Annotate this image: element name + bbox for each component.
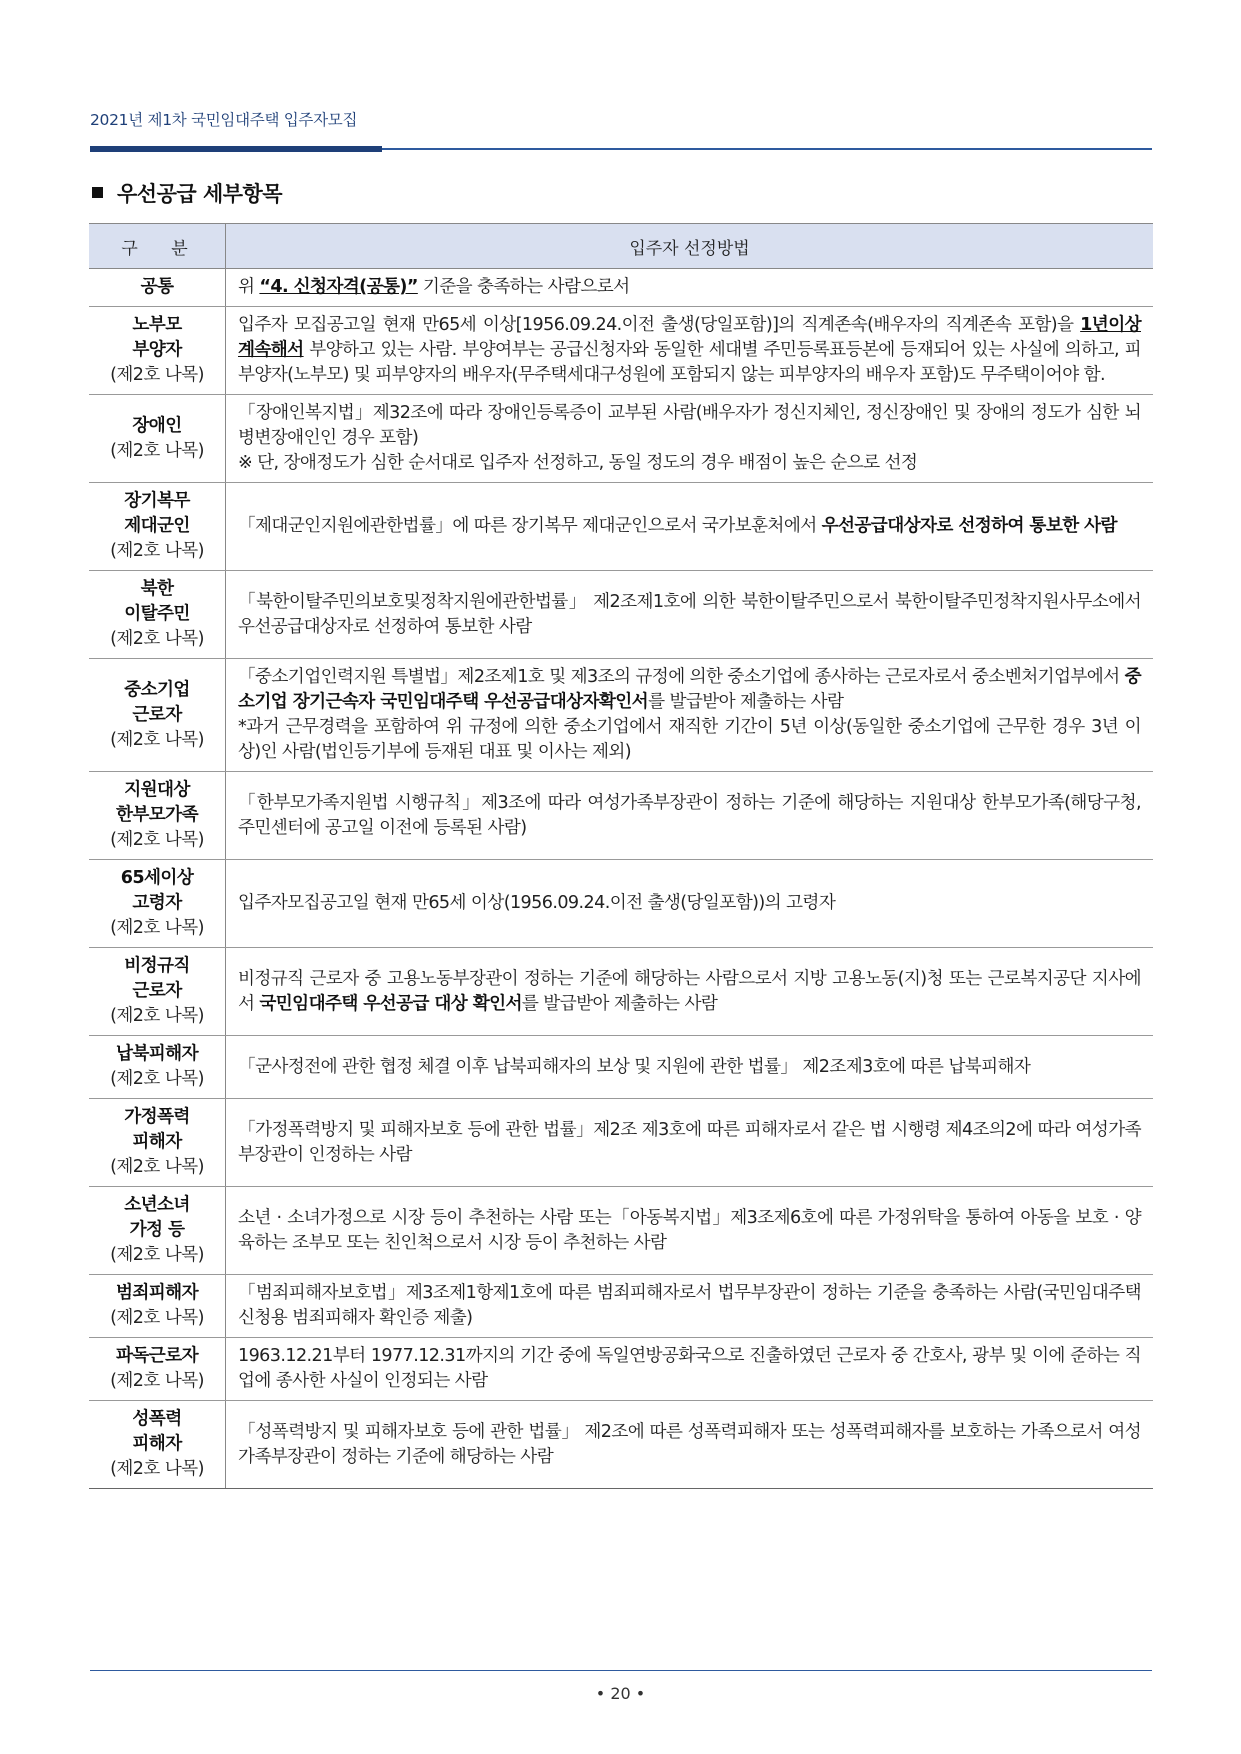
- row-category: [89, 483, 226, 571]
- row-selection-method: [226, 269, 1154, 307]
- method-text: 소년 · 소녀가정으로 시장 등이 추천하는 사람 또는「아동복지법」제3조제6호에 따른 가정위탁을 통하여 아동을 보호 · 양육하는 조부모 또는 친인척으로서 시장 등이 추천하는 사람: [238, 1207, 1141, 1253]
- category-subclause: (제2호 나목): [110, 440, 204, 461]
- row-category: [89, 1275, 226, 1338]
- category-name: 성폭력: [132, 1409, 182, 1429]
- method-paragraph: [238, 1055, 1141, 1080]
- method-paragraph: [238, 967, 1141, 1017]
- underlined-emphasis-text: “4. 신청자격(공통)”: [259, 277, 418, 297]
- method-text: 「북한이탈주민의보호및정착지원에관한법률」 제2조제1호에 의한 북한이탈주민으로서 북한이탈주민정착지원사무소에서 우선공급대상자로 선정하여 통보한 사람: [238, 591, 1141, 637]
- table-row: [89, 659, 1153, 772]
- category-name: 범죄피해자: [116, 1283, 198, 1303]
- category-name: 공통: [140, 277, 174, 297]
- table-row: [89, 307, 1153, 395]
- method-text: 를 발급받아 제출하는 사람: [648, 692, 844, 712]
- category-name: 65세이상: [120, 868, 194, 888]
- method-paragraph: [238, 401, 1141, 451]
- row-selection-method: [226, 860, 1154, 948]
- method-text: 1963.12.21부터 1977.12.31까지의 기간 중에 독일연방공화국으로 진출하였던 근로자 중 간호사, 광부 및 이에 준하는 직업에 종사한 사실이 인정되는 사람: [238, 1346, 1141, 1391]
- method-text: 입주자모집공고일 현재 만65세 이상(1956.09.24.이전 출생(당일포함))의 고령자: [238, 893, 836, 913]
- square-bullet-icon: [92, 187, 103, 198]
- category-subclause: (제2호 나목): [110, 1459, 204, 1479]
- method-text: 위: [238, 277, 260, 297]
- row-category: [89, 395, 226, 483]
- category-name: 피해자: [132, 1434, 182, 1454]
- category-subclause: (제2호 나목): [110, 918, 204, 938]
- row-category: [89, 571, 226, 659]
- category-name: 소년소녀: [124, 1195, 190, 1215]
- table-row: [89, 1275, 1153, 1338]
- row-category: [89, 659, 226, 772]
- method-paragraph: [238, 313, 1141, 388]
- table-row: [89, 948, 1153, 1036]
- row-selection-method: [226, 307, 1154, 395]
- table-row: [89, 571, 1153, 659]
- method-paragraph: [238, 590, 1141, 640]
- column-header-method: 입주자 선정방법: [226, 224, 1154, 269]
- table-row: [89, 1401, 1153, 1489]
- category-name: 근로자: [132, 981, 182, 1001]
- category-name: 제대군인: [124, 516, 190, 536]
- table-header-row: [89, 224, 1153, 269]
- method-text: 「성폭력방지 및 피해자보호 등에 관한 법률」 제2조에 따른 성폭력피해자 또는 성폭력피해자를 보호하는 가족으로서 여성가족부장관이 정하는 기준에 해당하는 사람: [238, 1421, 1141, 1467]
- category-subclause: (제2호 나목): [110, 1006, 204, 1026]
- table-row: [89, 1099, 1153, 1187]
- category-subclause: (제2호 나목): [110, 1069, 204, 1089]
- category-name: 장기복무: [124, 491, 190, 511]
- method-paragraph: [238, 1206, 1141, 1256]
- row-category: [89, 772, 226, 860]
- section-title: 우선공급 세부항목: [117, 182, 283, 206]
- category-subclause: (제2호 나목): [110, 1308, 204, 1328]
- method-paragraph: [238, 715, 1141, 765]
- row-category: [89, 1036, 226, 1099]
- row-selection-method: [226, 1187, 1154, 1275]
- emphasis-text: 우선공급대상자로 선정하여 통보한 사람: [821, 516, 1117, 536]
- row-selection-method: [226, 1275, 1154, 1338]
- method-text: 「군사정전에 관한 협정 체결 이후 납북피해자의 보상 및 지원에 관한 법률」 제2조제3호에 따른 납북피해자: [238, 1056, 1031, 1077]
- method-text: *과거 근무경력을 포함하여 위 규정에 의한 중소기업에서 재직한 기간이 5년 이상(동일한 중소기업에 근무한 경우 3년 이상)인 사람(법인등기부에 등재된 대표 및 이사는 제외): [238, 717, 1141, 762]
- category-subclause: (제2호 나목): [110, 365, 204, 385]
- row-selection-method: [226, 1338, 1154, 1401]
- row-category: [89, 1338, 226, 1401]
- method-text: 기준을 충족하는 사람으로서: [417, 277, 630, 297]
- table-row: [89, 395, 1153, 483]
- method-text: 「제대군인지원에관한법률」에 따른 장기복무 제대군인으로서 국가보훈처에서: [238, 516, 822, 536]
- row-selection-method: [226, 772, 1154, 860]
- table-row: [89, 1187, 1153, 1275]
- row-category: [89, 860, 226, 948]
- section-heading: [92, 178, 282, 208]
- document-header-title: 2021년 제1차 국민임대주택 입주자모집: [90, 111, 358, 129]
- method-paragraph: [238, 514, 1141, 539]
- table-row: [89, 269, 1153, 307]
- emphasis-text: 중소기업 장기근속자 국민임대주택 우선공급대상자확인서: [238, 667, 1141, 712]
- method-text: 「한부모가족지원법 시행규칙」제3조에 따라 여성가족부장관이 정하는 기준에 해당하는 지원대상 한부모가족(해당구청, 주민센터에 공고일 이전에 등록된 사람): [238, 792, 1141, 838]
- emphasis-text: 국민임대주택 우선공급 대상 확인서: [259, 993, 522, 1014]
- table-row: [89, 860, 1153, 948]
- category-name: 중소기업: [124, 679, 190, 700]
- footer-rule: [90, 1670, 1152, 1671]
- method-paragraph: [238, 275, 1141, 300]
- table-row: [89, 1036, 1153, 1099]
- category-subclause: (제2호 나목): [110, 541, 204, 561]
- category-name: 지원대상: [124, 780, 190, 800]
- row-category: [89, 269, 226, 307]
- category-name: 파독근로자: [116, 1346, 198, 1366]
- category-name: 가정 등: [129, 1220, 185, 1240]
- row-selection-method: [226, 659, 1154, 772]
- method-paragraph: [238, 891, 1141, 916]
- page-number: • 20 •: [595, 1684, 646, 1703]
- method-text: ※ 단, 장애정도가 심한 순서대로 입주자 선정하고, 동일 정도의 경우 배점이 높은 순으로 선정: [238, 453, 918, 473]
- table-row: [89, 772, 1153, 860]
- column-header-category: 구 분: [89, 224, 226, 269]
- row-category: [89, 1187, 226, 1275]
- row-category: [89, 1099, 226, 1187]
- header-rule-accent: [90, 146, 382, 152]
- row-category: [89, 948, 226, 1036]
- category-name: 근로자: [132, 704, 182, 725]
- method-text: 입주자 모집공고일 현재 만65세 이상[1956.09.24.이전 출생(당일포함)]의 직계존속(배우자의 직계존속 포함)을: [238, 315, 1081, 335]
- method-paragraph: [238, 1118, 1141, 1168]
- category-subclause: (제2호 나목): [110, 830, 204, 850]
- category-name: 북한: [140, 579, 174, 599]
- method-paragraph: [238, 1344, 1141, 1394]
- method-text: 비정규직 근로자 중 고용노동부장관이 정하는 기준에 해당하는 사람으로서 지방 고용노동(지)청 또는 근로복지공단 지사에서: [238, 968, 1141, 1014]
- category-subclause: (제2호 나목): [110, 1245, 204, 1265]
- category-name: 부양자: [132, 340, 182, 360]
- method-text: 부양하고 있는 사람. 부양여부는 공급신청자와 동일한 세대별 주민등록표등본에 등재되어 있는 사실에 의하고, 피부양자(노부모) 및 피부양자의 배우자(무주택세대구성원에 포함되지 않는 피부양자의 배우자 포함)도 무주택이어야 함.: [238, 340, 1141, 385]
- row-selection-method: [226, 395, 1154, 483]
- method-paragraph: [238, 665, 1141, 715]
- table-row: [89, 483, 1153, 571]
- category-name: 피해자: [132, 1132, 182, 1152]
- category-name: 이탈주민: [124, 604, 190, 624]
- category-subclause: (제2호 나목): [110, 729, 204, 750]
- method-text: 「가정폭력방지 및 피해자보호 등에 관한 법률」제2조 제3호에 따른 피해자로서 같은 법 시행령 제4조의2에 따라 여성가족부장관이 인정하는 사람: [238, 1119, 1141, 1165]
- method-paragraph: [238, 791, 1141, 841]
- row-selection-method: [226, 1099, 1154, 1187]
- category-name: 고령자: [132, 893, 182, 913]
- method-paragraph: [238, 451, 1141, 476]
- priority-supply-table: [89, 223, 1153, 1489]
- row-selection-method: [226, 571, 1154, 659]
- category-name: 비정규직: [124, 956, 190, 976]
- row-selection-method: [226, 948, 1154, 1036]
- category-name: 장애인: [132, 415, 182, 436]
- method-text: 「장애인복지법」제32조에 따라 장애인등록증이 교부된 사람(배우자가 정신지체인, 정신장애인 및 장애의 정도가 심한 뇌병변장애인인 경우 포함): [238, 403, 1141, 448]
- category-subclause: (제2호 나목): [110, 629, 204, 649]
- row-selection-method: [226, 1401, 1154, 1489]
- row-category: [89, 307, 226, 395]
- category-name: 노부모: [132, 315, 182, 335]
- category-subclause: (제2호 나목): [110, 1157, 204, 1177]
- method-text: 를 발급받아 제출하는 사람: [521, 993, 718, 1014]
- row-selection-method: [226, 1036, 1154, 1099]
- category-name: 한부모가족: [116, 805, 198, 825]
- table-row: [89, 1338, 1153, 1401]
- row-selection-method: [226, 483, 1154, 571]
- category-subclause: (제2호 나목): [110, 1371, 204, 1391]
- row-category: [89, 1401, 226, 1489]
- method-text: 「중소기업인력지원 특별법」제2조제1호 및 제3조의 규정에 의한 중소기업에 종사하는 근로자로서 중소벤처기업부에서: [238, 667, 1125, 687]
- method-paragraph: [238, 1281, 1141, 1331]
- category-name: 가정폭력: [124, 1107, 190, 1127]
- underlined-emphasis-text: 1년이상 계속해서: [238, 315, 1141, 360]
- method-paragraph: [238, 1420, 1141, 1470]
- category-name: 납북피해자: [116, 1044, 198, 1064]
- method-text: 「범죄피해자보호법」제3조제1항제1호에 따른 범죄피해자로서 법무부장관이 정하는 기준을 충족하는 사람(국민임대주택 신청용 범죄피해자 확인증 제출): [238, 1283, 1141, 1328]
